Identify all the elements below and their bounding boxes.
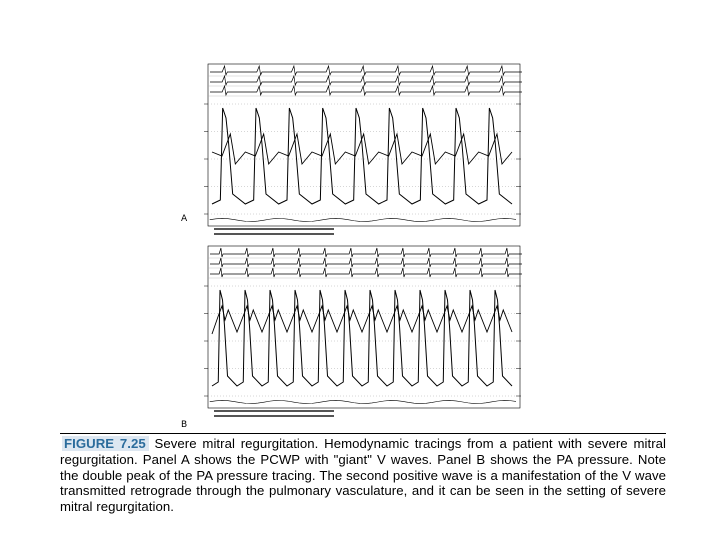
panel-a-letter: A (181, 214, 188, 224)
arterial-pressure-trace (212, 290, 512, 386)
figure-caption (60, 433, 666, 515)
ecg-lead-trace (210, 258, 522, 267)
annotation-text-mark (214, 415, 334, 417)
ecg-lead-trace (210, 86, 522, 95)
annotation-text-mark (214, 410, 334, 412)
ecg-lead-trace (210, 248, 522, 257)
caption-body: Severe mitral regurgitation. Hemodynamic tracings from a patient with severe mitral regurgitation. Panel A shows the PCWP with "giant" V waves. Panel B shows the PA pressure. Note the double peak of the PA pressure tracing. The second positive wave is a manifestation of the V wave transmitted retrograde through the pulmonary vasculature, and it can be seen in the setting of severe mitral regurgitation. (60, 436, 666, 515)
ecg-lead-trace (210, 76, 522, 85)
annotation-text-mark (214, 228, 334, 230)
hemodynamic-tracing-image (180, 60, 544, 440)
respiratory-baseline-trace (210, 400, 516, 403)
ecg-lead-trace (210, 66, 522, 75)
caption-text-block (60, 436, 666, 515)
hemodynamic-tracing-figure (180, 60, 544, 440)
wedge-or-pa-pressure-trace (212, 306, 512, 334)
respiratory-baseline-trace (210, 218, 516, 221)
annotation-text-mark (214, 233, 334, 235)
ecg-lead-trace (210, 268, 522, 277)
caption-top-rule (60, 433, 666, 434)
panel-b-letter: B (181, 420, 188, 430)
figure-label: FIGURE 7.25 (62, 436, 149, 451)
